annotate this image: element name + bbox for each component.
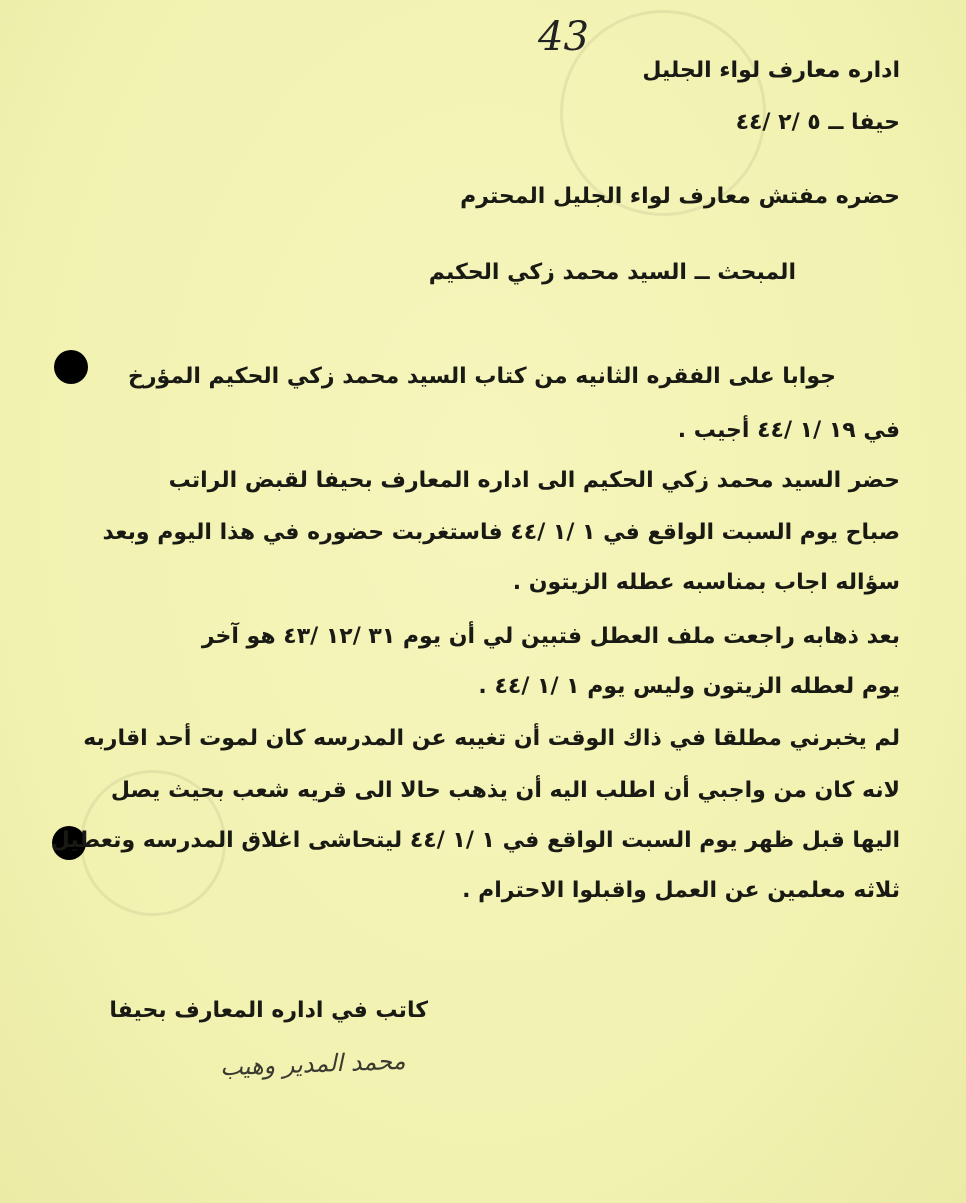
- body-line: اليها قبل ظهر يوم السبت الواقع في ١ /١ /٤٤ ليتحاشى اغلاق المدرسه وتعطيل: [50, 828, 900, 853]
- body-line: جوابا على الفقره الثانيه من كتاب السيد محمد زكي الحكيم المؤرخ: [128, 364, 836, 389]
- closing-title: كاتب في اداره المعارف بحيفا: [109, 998, 428, 1023]
- addressee: حضره مفتش معارف لواء الجليل المحترم: [460, 184, 900, 209]
- place-date: حيفا ــ ٥ /٢ /٤٤: [735, 110, 900, 135]
- body-line: لانه كان من واجبي أن اطلب اليه أن يذهب حالا الى قريه شعب بحيث يصل: [110, 778, 900, 803]
- punch-hole: [54, 350, 88, 384]
- body-line: لم يخبرني مطلقا في ذاك الوقت أن تغيبه عن المدرسه كان لموت أحد اقاربه: [83, 726, 900, 751]
- body-line: يوم لعطله الزيتون وليس يوم ١ /١ /٤٤ .: [478, 674, 900, 699]
- subject-line: المبحث ــ السيد محمد زكي الحكيم: [428, 260, 796, 285]
- handwritten-signature: محمد المدير وهيب: [220, 1046, 407, 1082]
- body-line: سؤاله اجاب بمناسبه عطله الزيتون .: [512, 570, 900, 595]
- body-line: حضر السيد محمد زكي الحكيم الى اداره المعارف بحيفا لقبض الراتب: [168, 468, 900, 493]
- page-number: 43: [538, 14, 589, 60]
- office-header: اداره معارف لواء الجليل: [642, 58, 900, 83]
- body-line: ثلاثه معلمين عن العمل واقبلوا الاحترام .: [462, 878, 900, 903]
- body-line: صباح يوم السبت الواقع في ١ /١ /٤٤ فاستغربت حضوره في هذا اليوم وبعد: [102, 520, 900, 545]
- body-line: في ١٩ /١ /٤٤ أجيب .: [677, 418, 900, 443]
- body-line: بعد ذهابه راجعت ملف العطل فتبين لي أن يوم ٣١ /١٢ /٤٣ هو آخر: [201, 624, 900, 649]
